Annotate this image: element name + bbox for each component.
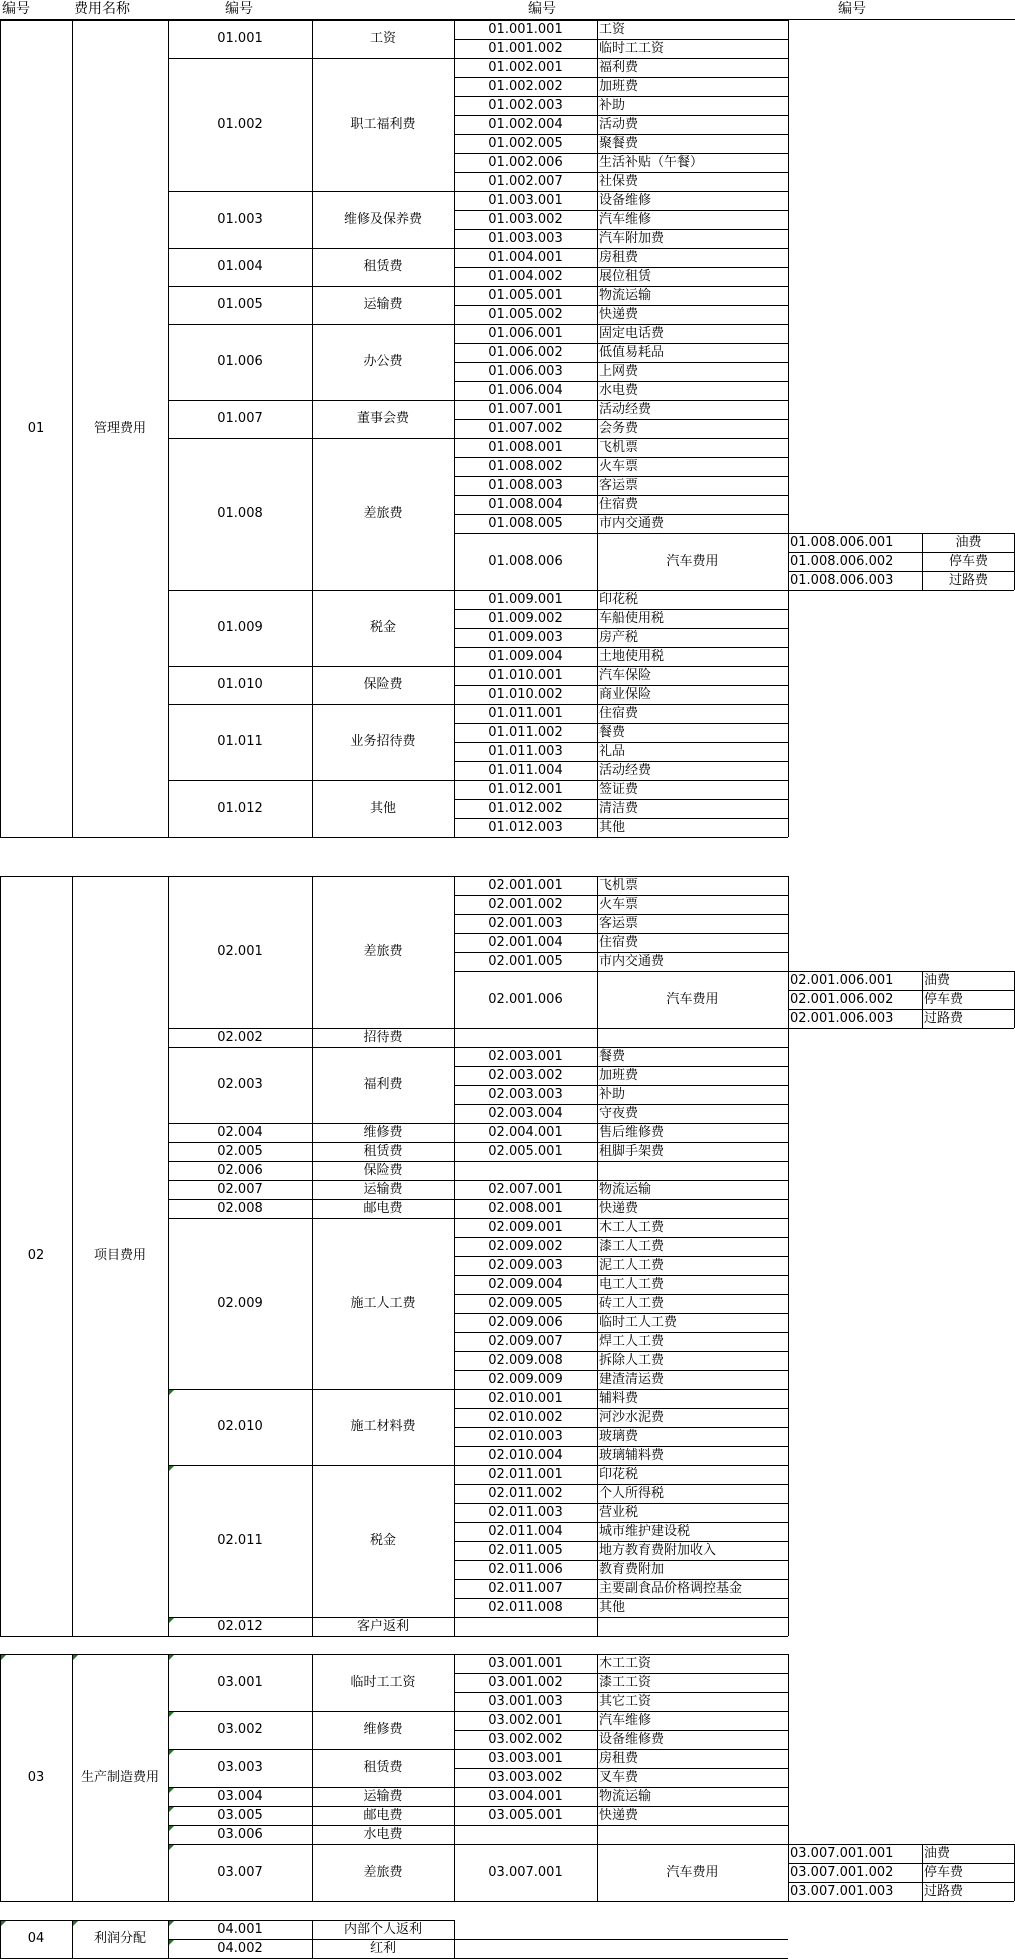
item-code: 01.001.002 <box>488 41 563 56</box>
item-name: 汽车维修 <box>599 212 652 227</box>
item-code: 01.005.001 <box>488 288 563 303</box>
group-name: 内部个人返利 <box>343 1922 422 1937</box>
item-code: 01.002.004 <box>488 117 563 132</box>
group-code: 01.011 <box>217 734 263 749</box>
item-code: 02.001.002 <box>488 897 563 912</box>
group-name: 邮电费 <box>363 1201 403 1216</box>
item-name: 砖工人工费 <box>599 1296 665 1311</box>
item-name: 印花税 <box>599 1467 639 1482</box>
item-name: 上网费 <box>599 364 639 379</box>
item-name: 泥工人工费 <box>599 1258 665 1273</box>
item-code: 02.001.003 <box>488 916 563 931</box>
group-code: 02.003 <box>217 1077 263 1092</box>
group-name: 差旅费 <box>363 506 403 521</box>
item-name: 汽车附加费 <box>599 231 665 246</box>
group-code: 02.011 <box>217 1533 263 1548</box>
group-name: 租赁费 <box>363 1144 403 1159</box>
item-name: 物流运输 <box>599 1182 652 1197</box>
group-name: 办公费 <box>363 354 403 369</box>
section-name: 利润分配 <box>93 1931 146 1946</box>
header-name: 费用名称 <box>74 1 130 17</box>
item-code: 01.011.001 <box>488 706 563 721</box>
item-code: 02.001.004 <box>488 935 563 950</box>
group-name: 招待费 <box>363 1030 403 1045</box>
group-code: 04.001 <box>217 1922 263 1937</box>
item-name: 营业税 <box>599 1505 639 1520</box>
item-name: 客运票 <box>599 478 639 493</box>
group-name: 临时工工资 <box>350 1675 416 1690</box>
sub-item-code: 03.007.001.003 <box>790 1884 894 1899</box>
group-code: 02.007 <box>217 1182 263 1197</box>
group-name: 差旅费 <box>363 944 403 959</box>
item-name: 飞机票 <box>599 440 639 455</box>
item-name: 漆工人工费 <box>599 1239 665 1254</box>
item-code: 03.002.002 <box>488 1732 563 1747</box>
item-name: 加班费 <box>599 1068 639 1083</box>
sub-item-code: 03.007.001.002 <box>790 1865 894 1880</box>
item-name: 其他 <box>599 820 626 835</box>
sub-item-name: 停车费 <box>924 992 964 1007</box>
group-code: 02.004 <box>217 1125 263 1140</box>
item-name: 守夜费 <box>599 1106 639 1121</box>
group-code: 01.001 <box>217 31 263 46</box>
sub-item-code: 03.007.001.001 <box>790 1846 894 1861</box>
group-name: 税金 <box>369 1533 396 1548</box>
item-name: 补助 <box>599 98 626 113</box>
item-code: 01.002.006 <box>488 155 563 170</box>
item-name: 拆除人工费 <box>599 1353 665 1368</box>
item-name: 住宿费 <box>599 497 639 512</box>
group-code: 01.010 <box>217 677 263 692</box>
item-code: 01.008.001 <box>488 440 563 455</box>
item-name: 活动费 <box>599 117 639 132</box>
item-name: 临时工人工费 <box>599 1315 678 1330</box>
item-name: 市内交通费 <box>599 516 665 531</box>
group-name: 维修费 <box>363 1125 403 1140</box>
item-name: 火车票 <box>599 459 639 474</box>
item-code: 01.007.002 <box>488 421 563 436</box>
item-code: 02.009.005 <box>488 1296 563 1311</box>
item-name: 辅料费 <box>599 1391 639 1406</box>
group-code: 03.002 <box>217 1722 263 1737</box>
group-code: 01.009 <box>217 620 263 635</box>
item-name: 汽车费用 <box>666 1865 719 1880</box>
sub-item-name: 油费 <box>924 973 951 988</box>
item-name: 设备维修 <box>599 193 652 208</box>
item-code: 01.008.006 <box>488 554 563 569</box>
item-name: 建渣清运费 <box>599 1372 665 1387</box>
item-code: 02.003.002 <box>488 1068 563 1083</box>
item-code: 01.006.004 <box>488 383 563 398</box>
item-code: 01.004.002 <box>488 269 563 284</box>
item-name: 河沙水泥费 <box>599 1410 665 1425</box>
group-code: 02.006 <box>217 1163 263 1178</box>
item-code: 02.011.006 <box>488 1562 563 1577</box>
item-name: 个人所得税 <box>599 1486 665 1501</box>
item-name: 汽车费用 <box>666 992 719 1007</box>
group-code: 01.005 <box>217 297 263 312</box>
item-name: 商业保险 <box>599 687 652 702</box>
item-name: 教育费附加 <box>599 1562 665 1577</box>
item-code: 01.009.004 <box>488 649 563 664</box>
sub-item-code: 01.008.006.003 <box>790 573 894 588</box>
item-code: 02.011.003 <box>488 1505 563 1520</box>
sub-item-code: 02.001.006.002 <box>790 992 894 1007</box>
group-name: 工资 <box>369 31 396 46</box>
group-name: 董事会费 <box>356 411 409 426</box>
item-name: 快递费 <box>599 1201 639 1216</box>
item-code: 02.009.007 <box>488 1334 563 1349</box>
item-code: 03.003.002 <box>488 1770 563 1785</box>
item-name: 物流运输 <box>599 1789 652 1804</box>
group-name: 施工材料费 <box>350 1419 416 1434</box>
item-code: 01.006.002 <box>488 345 563 360</box>
group-name: 其他 <box>369 801 396 816</box>
item-code: 02.009.009 <box>488 1372 563 1387</box>
item-name: 福利费 <box>599 60 639 75</box>
item-code: 02.010.004 <box>488 1448 563 1463</box>
item-code: 02.003.003 <box>488 1087 563 1102</box>
item-name: 房租费 <box>599 1751 639 1766</box>
header-code-4: 编号 <box>838 1 866 17</box>
item-code: 01.012.003 <box>488 820 563 835</box>
item-code: 01.006.001 <box>488 326 563 341</box>
item-code: 03.003.001 <box>488 1751 563 1766</box>
group-code: 01.008 <box>217 506 263 521</box>
item-code: 02.010.003 <box>488 1429 563 1444</box>
item-code: 02.009.006 <box>488 1315 563 1330</box>
item-name: 展位租赁 <box>599 269 652 284</box>
group-code: 02.001 <box>217 944 263 959</box>
item-code: 01.003.002 <box>488 212 563 227</box>
item-code: 02.001.005 <box>488 954 563 969</box>
item-name: 地方教育费附加收入 <box>599 1543 717 1558</box>
group-code: 04.002 <box>217 1941 263 1956</box>
item-name: 其他 <box>599 1600 626 1615</box>
item-code: 01.009.001 <box>488 592 563 607</box>
item-code: 03.002.001 <box>488 1713 563 1728</box>
item-code: 01.005.002 <box>488 307 563 322</box>
item-code: 03.005.001 <box>488 1808 563 1823</box>
item-code: 02.011.005 <box>488 1543 563 1558</box>
item-name: 印花税 <box>599 592 639 607</box>
item-name: 租脚手架费 <box>599 1144 665 1159</box>
item-name: 低值易耗品 <box>599 345 665 360</box>
item-name: 餐费 <box>599 725 626 740</box>
item-name: 设备维修费 <box>599 1732 665 1747</box>
sub-item-name: 过路费 <box>924 1011 964 1026</box>
group-code: 02.009 <box>217 1296 263 1311</box>
sub-item-name: 停车费 <box>948 554 988 569</box>
item-name: 生活补贴（午餐） <box>599 155 704 170</box>
item-code: 01.004.001 <box>488 250 563 265</box>
item-code: 01.002.001 <box>488 60 563 75</box>
item-code: 01.002.005 <box>488 136 563 151</box>
group-name: 运输费 <box>363 1789 403 1804</box>
group-code: 01.012 <box>217 801 263 816</box>
item-code: 01.010.001 <box>488 668 563 683</box>
sub-item-code: 01.008.006.002 <box>790 554 894 569</box>
item-code: 02.009.002 <box>488 1239 563 1254</box>
sub-item-name: 过路费 <box>924 1884 964 1899</box>
item-code: 02.010.002 <box>488 1410 563 1425</box>
section-code: 03 <box>27 1770 45 1785</box>
item-code: 02.011.007 <box>488 1581 563 1596</box>
item-name: 其它工资 <box>599 1694 652 1709</box>
group-code: 01.003 <box>217 212 263 227</box>
item-name: 清洁费 <box>599 801 639 816</box>
item-name: 签证费 <box>599 782 639 797</box>
item-name: 车船使用税 <box>599 611 665 626</box>
item-name: 玻璃费 <box>599 1429 639 1444</box>
item-name: 住宿费 <box>599 935 639 950</box>
group-name: 保险费 <box>363 677 403 692</box>
item-code: 03.001.001 <box>488 1656 563 1671</box>
item-name: 木工人工费 <box>599 1220 665 1235</box>
group-name: 职工福利费 <box>350 117 416 132</box>
item-name: 住宿费 <box>599 706 639 721</box>
section-code: 01 <box>27 421 45 436</box>
section-name: 生产制造费用 <box>80 1770 159 1785</box>
item-code: 01.003.003 <box>488 231 563 246</box>
item-name: 水电费 <box>599 383 639 398</box>
item-code: 02.010.001 <box>488 1391 563 1406</box>
sub-item-name: 过路费 <box>948 573 988 588</box>
item-name: 快递费 <box>599 307 639 322</box>
item-name: 物流运输 <box>599 288 652 303</box>
item-code: 01.006.003 <box>488 364 563 379</box>
item-code: 01.009.003 <box>488 630 563 645</box>
item-code: 02.009.008 <box>488 1353 563 1368</box>
item-name: 汽车保险 <box>599 668 652 683</box>
item-name: 飞机票 <box>599 878 639 893</box>
group-name: 施工人工费 <box>350 1296 416 1311</box>
group-code: 02.010 <box>217 1419 263 1434</box>
item-name: 木工工资 <box>599 1656 652 1671</box>
item-name: 活动经费 <box>599 402 652 417</box>
item-name: 快递费 <box>599 1808 639 1823</box>
item-code: 02.004.001 <box>488 1125 563 1140</box>
item-code: 01.008.005 <box>488 516 563 531</box>
item-code: 01.002.007 <box>488 174 563 189</box>
item-code: 03.001.002 <box>488 1675 563 1690</box>
header-code-2: 编号 <box>225 1 253 17</box>
group-name: 租赁费 <box>363 259 403 274</box>
item-name: 社保费 <box>599 174 639 189</box>
item-name: 城市维护建设税 <box>599 1524 691 1539</box>
item-code: 01.001.001 <box>488 22 563 37</box>
item-code: 02.005.001 <box>488 1144 563 1159</box>
item-code: 01.011.002 <box>488 725 563 740</box>
group-code: 03.003 <box>217 1760 263 1775</box>
group-name: 税金 <box>369 620 396 635</box>
item-name: 土地使用税 <box>599 649 665 664</box>
item-name: 汽车费用 <box>666 554 719 569</box>
item-name: 市内交通费 <box>599 954 665 969</box>
item-code: 02.001.001 <box>488 878 563 893</box>
group-code: 02.008 <box>217 1201 263 1216</box>
item-code: 01.009.002 <box>488 611 563 626</box>
item-name: 房租费 <box>599 250 639 265</box>
item-code: 01.008.004 <box>488 497 563 512</box>
item-code: 03.001.003 <box>488 1694 563 1709</box>
group-code: 01.007 <box>217 411 263 426</box>
group-code: 02.002 <box>217 1030 263 1045</box>
sub-item-code: 01.008.006.001 <box>790 535 894 550</box>
group-code: 02.012 <box>217 1619 263 1634</box>
item-code: 02.011.008 <box>488 1600 563 1615</box>
group-code: 02.005 <box>217 1144 263 1159</box>
item-name: 加班费 <box>599 79 639 94</box>
item-name: 火车票 <box>599 897 639 912</box>
header-code-1: 编号 <box>2 1 30 17</box>
group-code: 01.006 <box>217 354 263 369</box>
group-code: 03.007 <box>217 1865 263 1880</box>
item-code: 03.007.001 <box>488 1865 563 1880</box>
item-name: 活动经费 <box>599 763 652 778</box>
item-code: 01.008.002 <box>488 459 563 474</box>
item-name: 售后维修费 <box>599 1125 665 1140</box>
group-code: 03.004 <box>217 1789 263 1804</box>
item-code: 01.002.003 <box>488 98 563 113</box>
group-code: 01.002 <box>217 117 263 132</box>
item-name: 漆工工资 <box>599 1675 652 1690</box>
item-name: 焊工人工费 <box>599 1334 665 1349</box>
sub-item-code: 02.001.006.001 <box>790 973 894 988</box>
section-code: 02 <box>27 1248 45 1263</box>
group-name: 差旅费 <box>363 1865 403 1880</box>
section-code: 04 <box>27 1931 45 1946</box>
group-name: 维修及保养费 <box>343 212 422 227</box>
item-name: 餐费 <box>599 1049 626 1064</box>
item-name: 补助 <box>599 1087 626 1102</box>
group-code: 01.004 <box>217 259 263 274</box>
item-name: 临时工工资 <box>599 41 665 56</box>
item-code: 01.010.002 <box>488 687 563 702</box>
item-name: 主要副食品价格调控基金 <box>599 1581 743 1596</box>
item-code: 02.011.004 <box>488 1524 563 1539</box>
item-code: 01.002.002 <box>488 79 563 94</box>
item-code: 01.008.003 <box>488 478 563 493</box>
group-name: 福利费 <box>363 1077 403 1092</box>
item-code: 01.007.001 <box>488 402 563 417</box>
group-name: 红利 <box>369 1941 396 1956</box>
sub-item-code: 02.001.006.003 <box>790 1011 894 1026</box>
item-name: 客运票 <box>599 916 639 931</box>
item-code: 02.003.004 <box>488 1106 563 1121</box>
header-code-3: 编号 <box>528 1 556 17</box>
item-name: 聚餐费 <box>599 136 639 151</box>
group-name: 客户返利 <box>356 1619 409 1634</box>
group-code: 03.005 <box>217 1808 263 1823</box>
item-code: 02.001.006 <box>488 992 563 1007</box>
item-name: 礼品 <box>599 744 626 759</box>
group-name: 租赁费 <box>363 1760 403 1775</box>
item-code: 01.012.001 <box>488 782 563 797</box>
item-code: 02.003.001 <box>488 1049 563 1064</box>
item-name: 电工人工费 <box>599 1277 665 1292</box>
item-code: 01.011.003 <box>488 744 563 759</box>
item-name: 玻璃辅料费 <box>599 1448 665 1463</box>
item-code: 01.012.002 <box>488 801 563 816</box>
group-name: 业务招待费 <box>350 734 416 749</box>
item-code: 02.009.001 <box>488 1220 563 1235</box>
item-name: 工资 <box>599 22 626 37</box>
sub-item-name: 油费 <box>924 1846 951 1861</box>
group-code: 03.006 <box>217 1827 263 1842</box>
sub-item-name: 油费 <box>955 535 982 550</box>
group-code: 03.001 <box>217 1675 263 1690</box>
section-name: 管理费用 <box>93 421 146 436</box>
group-name: 水电费 <box>363 1827 403 1842</box>
group-name: 邮电费 <box>363 1808 403 1823</box>
group-name: 维修费 <box>363 1722 403 1737</box>
item-name: 房产税 <box>599 630 639 645</box>
item-name: 汽车维修 <box>599 1713 652 1728</box>
group-name: 运输费 <box>363 1182 403 1197</box>
item-code: 01.011.004 <box>488 763 563 778</box>
item-code: 02.008.001 <box>488 1201 563 1216</box>
item-name: 会务费 <box>599 421 639 436</box>
sub-item-name: 停车费 <box>924 1865 964 1880</box>
item-code: 02.011.001 <box>488 1467 563 1482</box>
group-name: 运输费 <box>363 297 403 312</box>
item-code: 01.003.001 <box>488 193 563 208</box>
item-name: 固定电话费 <box>599 326 665 341</box>
item-code: 02.009.003 <box>488 1258 563 1273</box>
item-code: 02.009.004 <box>488 1277 563 1292</box>
section-name: 项目费用 <box>93 1248 146 1263</box>
item-code: 02.007.001 <box>488 1182 563 1197</box>
group-name: 保险费 <box>363 1163 403 1178</box>
item-code: 03.004.001 <box>488 1789 563 1804</box>
item-name: 叉车费 <box>599 1770 639 1785</box>
item-code: 02.011.002 <box>488 1486 563 1501</box>
